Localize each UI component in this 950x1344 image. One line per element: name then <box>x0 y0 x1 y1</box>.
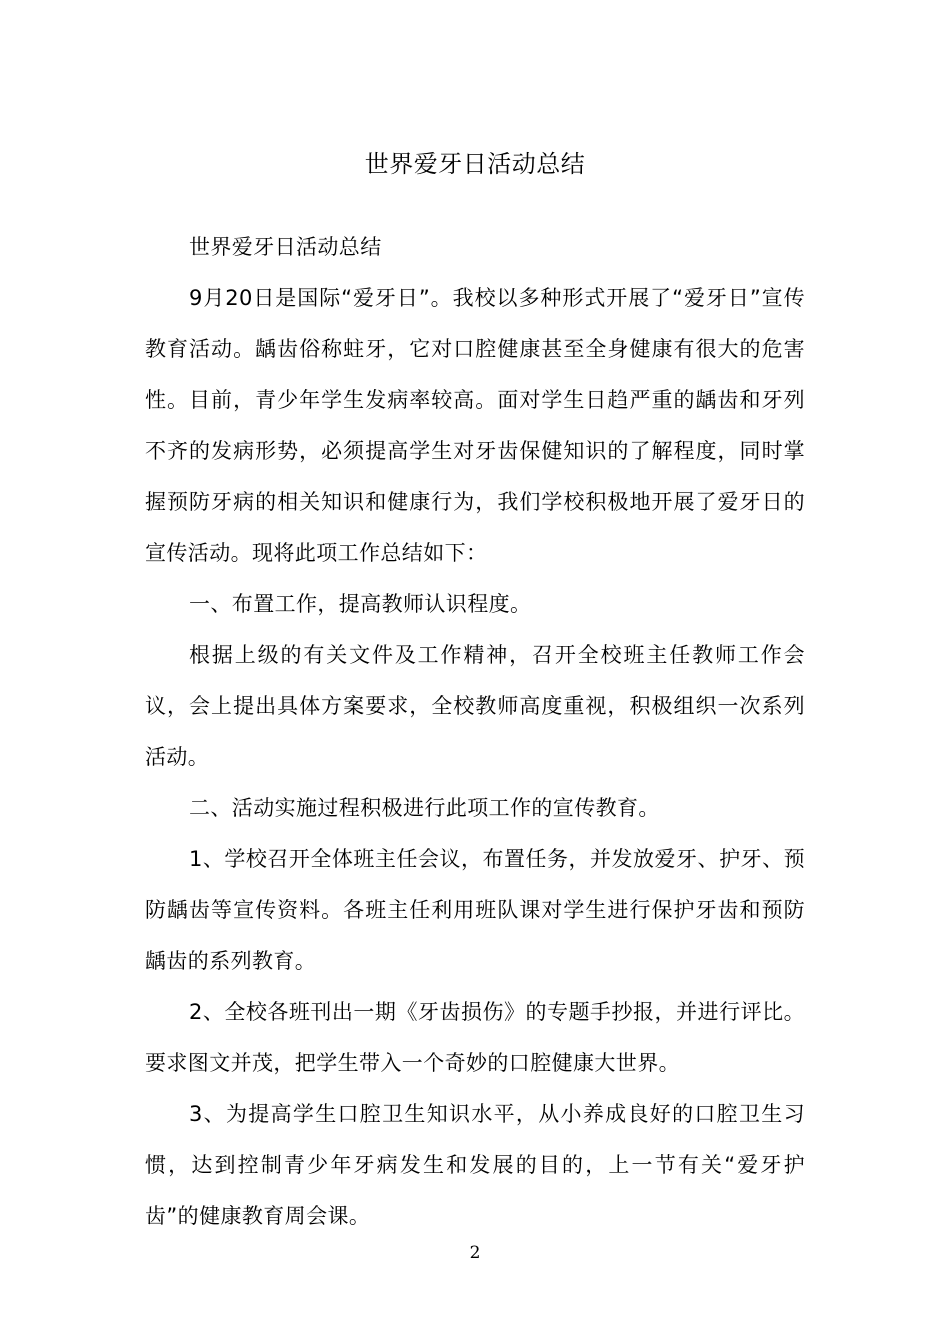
paragraph-subtitle: 世界爱牙日活动总结 <box>189 235 382 259</box>
paragraph-item-1: 1、学校召开全体班主任会议，布置任务，并发放爱牙、护牙、预防龋齿等宣传资料。各班主任利用班队课对学生进行保护牙齿和预防龋齿的系列教育。 <box>145 847 805 973</box>
document-title: 世界爱牙日活动总结 <box>364 150 586 178</box>
page-number: 2 <box>469 1243 481 1263</box>
section-heading-1: 一、布置工作，提高教师认识程度。 <box>189 592 532 616</box>
paragraph-item-3: 3、为提高学生口腔卫生知识水平，从小养成良好的口腔卫生习惯，达到控制青少年牙病发生和发展的目的，上一节有关“爱牙护齿”的健康教育周会课。 <box>145 1102 805 1228</box>
section-heading-2: 二、活动实施过程积极进行此项工作的宣传教育。 <box>189 796 660 820</box>
paragraph-intro: 9月20日是国际“爱牙日”。我校以多种形式开展了“爱牙日”宣传教育活动。龋齿俗称蛀牙，它对口腔健康甚至全身健康有很大的危害性。目前，青少年学生发病率较高。面对学生日趋严重的龋齿和牙列不齐的发病形势，必须提高学生对牙齿保健知识的了解程度，同时掌握预防牙病的相关知识和健康行为，我们学校积极地开展了爱牙日的宣传活动。现将此项工作总结如下： <box>145 286 805 565</box>
document-body <box>145 222 805 1242</box>
paragraph-section-1: 根据上级的有关文件及工作精神，召开全校班主任教师工作会议，会上提出具体方案要求，全校教师高度重视，积极组织一次系列活动。 <box>145 643 805 769</box>
paragraph-item-2: 2、全校各班刊出一期《牙齿损伤》的专题手抄报，并进行评比。要求图文并茂，把学生带入一个奇妙的口腔健康大世界。 <box>145 1000 805 1075</box>
